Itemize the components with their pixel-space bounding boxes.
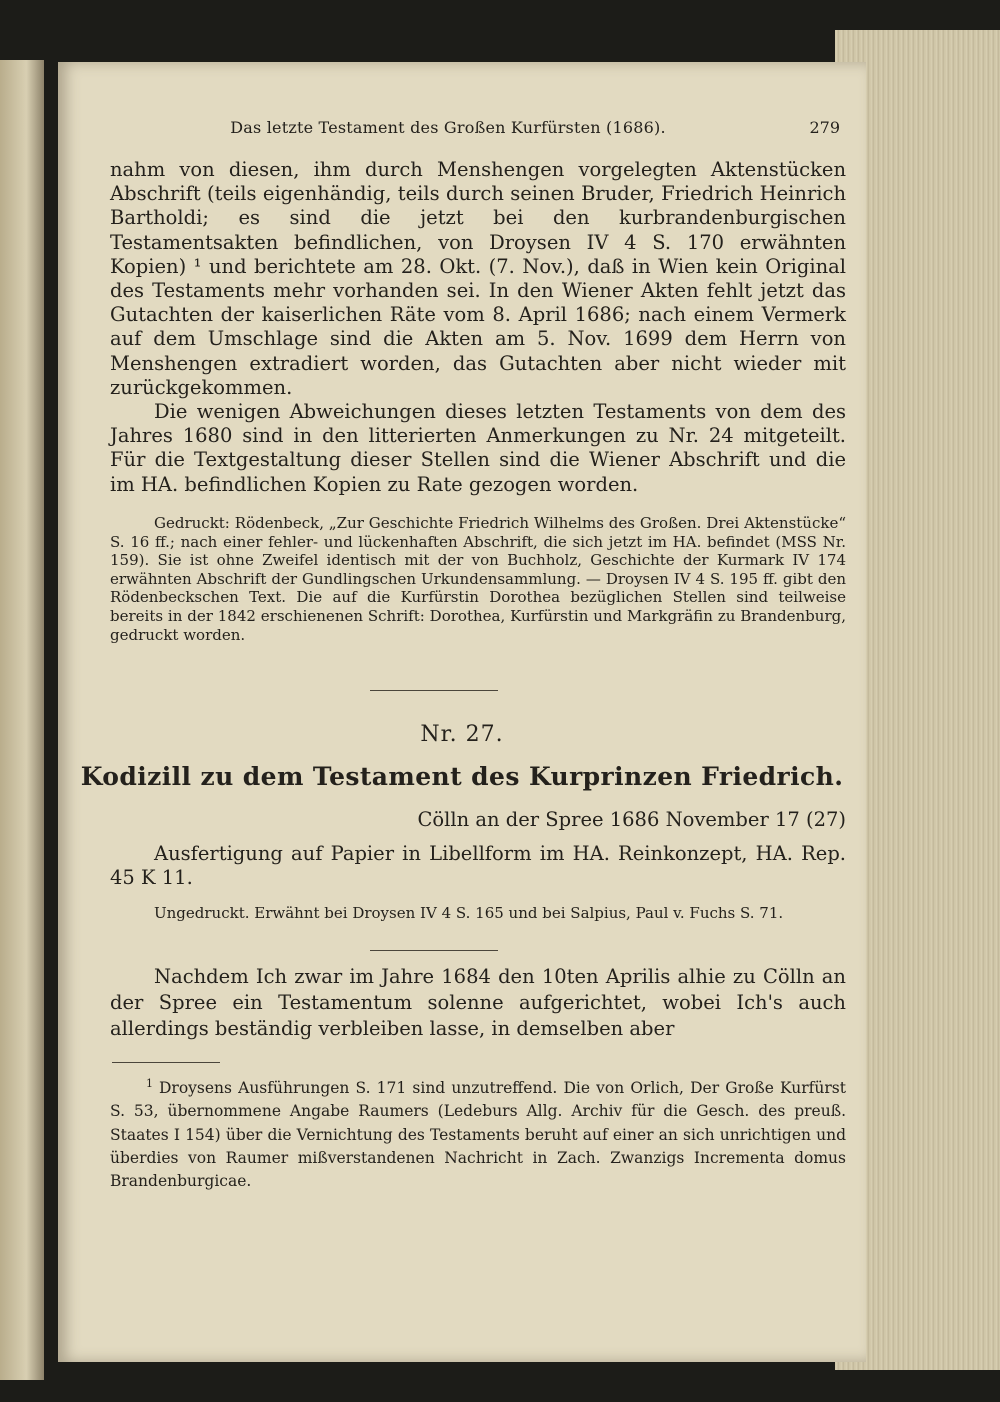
section-divider — [370, 690, 498, 691]
document-text-paragraph: Nachdem Ich zwar im Jahre 1684 den 10ten Aprilis alhie zu Cölln an der Spree ein Testamentum solenne aufgerichtet, wobei Ich's auch allerdings beständig verbleiben lasse, in demselben aber — [110, 965, 846, 1040]
document-title: Kodizill zu dem Testament des Kurprinzen Friedrich. — [80, 762, 844, 791]
document-place-date: Cölln an der Spree 1686 November 17 (27) — [417, 808, 846, 831]
footnote — [110, 1072, 846, 1193]
running-title: Das letzte Testament des Großen Kurfürsten (1686). — [230, 118, 666, 137]
book-page — [58, 62, 866, 1362]
document-number: Nr. 27. — [420, 722, 504, 747]
document-print-note — [110, 904, 846, 923]
page-number: 279 — [809, 118, 840, 137]
main-text — [110, 158, 846, 497]
document-text — [110, 964, 846, 1042]
copy-note-text: Ausfertigung auf Papier in Libellform im HA. Reinkonzept, HA. Rep. 45 K 11. — [110, 842, 846, 890]
footnote-divider — [112, 1062, 220, 1063]
paragraph: nahm von diesen, ihm durch Menshengen vorgelegten Aktenstücken Abschrift (teils eigenhändig, teils durch seinen Bruder, Friedrich Heinrich Bartholdi; es sind die jetzt bei den kurbrandenburgischen Testamentsakten befindlichen, von Droysen IV 4 S. 170 erwähnten Kopien) ¹ und berichtete am 28. Okt. (7. Nov.), daß in Wien kein Original des Testaments mehr vorhanden sei. In den Wiener Akten fehlt jetzt das Gutachten der kaiserlichen Räte vom 8. April 1686; nach einem Vermerk auf dem Umschlage sind die Akten am 5. Nov. 1699 dem Herrn von Menshengen extradiert worden, das Gutachten aber nicht wieder mit zurückgekommen. — [110, 158, 846, 399]
footnote-text — [110, 1072, 846, 1193]
footnote-mark: 1 — [146, 1077, 153, 1090]
print-note — [110, 514, 846, 644]
footnote-body: Droysens Ausführungen S. 171 sind unzutreffend. Die von Orlich, Der Große Kurfürst S. 53, übernommene Angabe Raumers (Ledeburs Allg. Archiv für die Gesch. des preuß. Staates I 154) über die Vernichtung des Testaments beruht auf einer an sich unrichtigen und überdies von Raumer mißverstandenen Nachricht in Zach. Zwanzigs Incrementa domus Brandenburgicae. — [110, 1079, 846, 1190]
section-divider — [370, 950, 498, 951]
copy-note — [110, 842, 846, 890]
document-print-note-text: Ungedruckt. Erwähnt bei Droysen IV 4 S. 165 und bei Salpius, Paul v. Fuchs S. 71. — [154, 904, 784, 922]
facing-page-edge — [0, 60, 44, 1380]
print-note-text: Gedruckt: Rödenbeck, „Zur Geschichte Friedrich Wilhelms des Großen. Drei Aktenstücke“ S. 16 ff.; nach einer fehler- und lückenhaften Abschrift, die sich jetzt im HA. befindet (MSS Nr. 159). Sie ist ohne Zweifel identisch mit der von Buchholz, Geschichte der Kurmark IV 174 erwähnten Abschrift der Gundlingschen Urkundensammlung. — Droysen IV 4 S. 195 ff. gibt den Rödenbeckschen Text. Die auf die Kurfürstin Dorothea bezüglichen Stellen sind teilweise bereits in der 1842 erschienenen Schrift: Dorothea, Kurfürstin und Markgräfin zu Brandenburg, gedruckt worden. — [110, 514, 846, 644]
paragraph: Die wenigen Abweichungen dieses letzten Testaments von dem des Jahres 1680 sind in den litterierten Anmerkungen zu Nr. 24 mitgeteilt. Für die Textgestaltung dieser Stellen sind die Wiener Abschrift und die im HA. befindlichen Kopien zu Rate gezogen worden. — [110, 400, 846, 496]
running-header — [136, 118, 840, 142]
